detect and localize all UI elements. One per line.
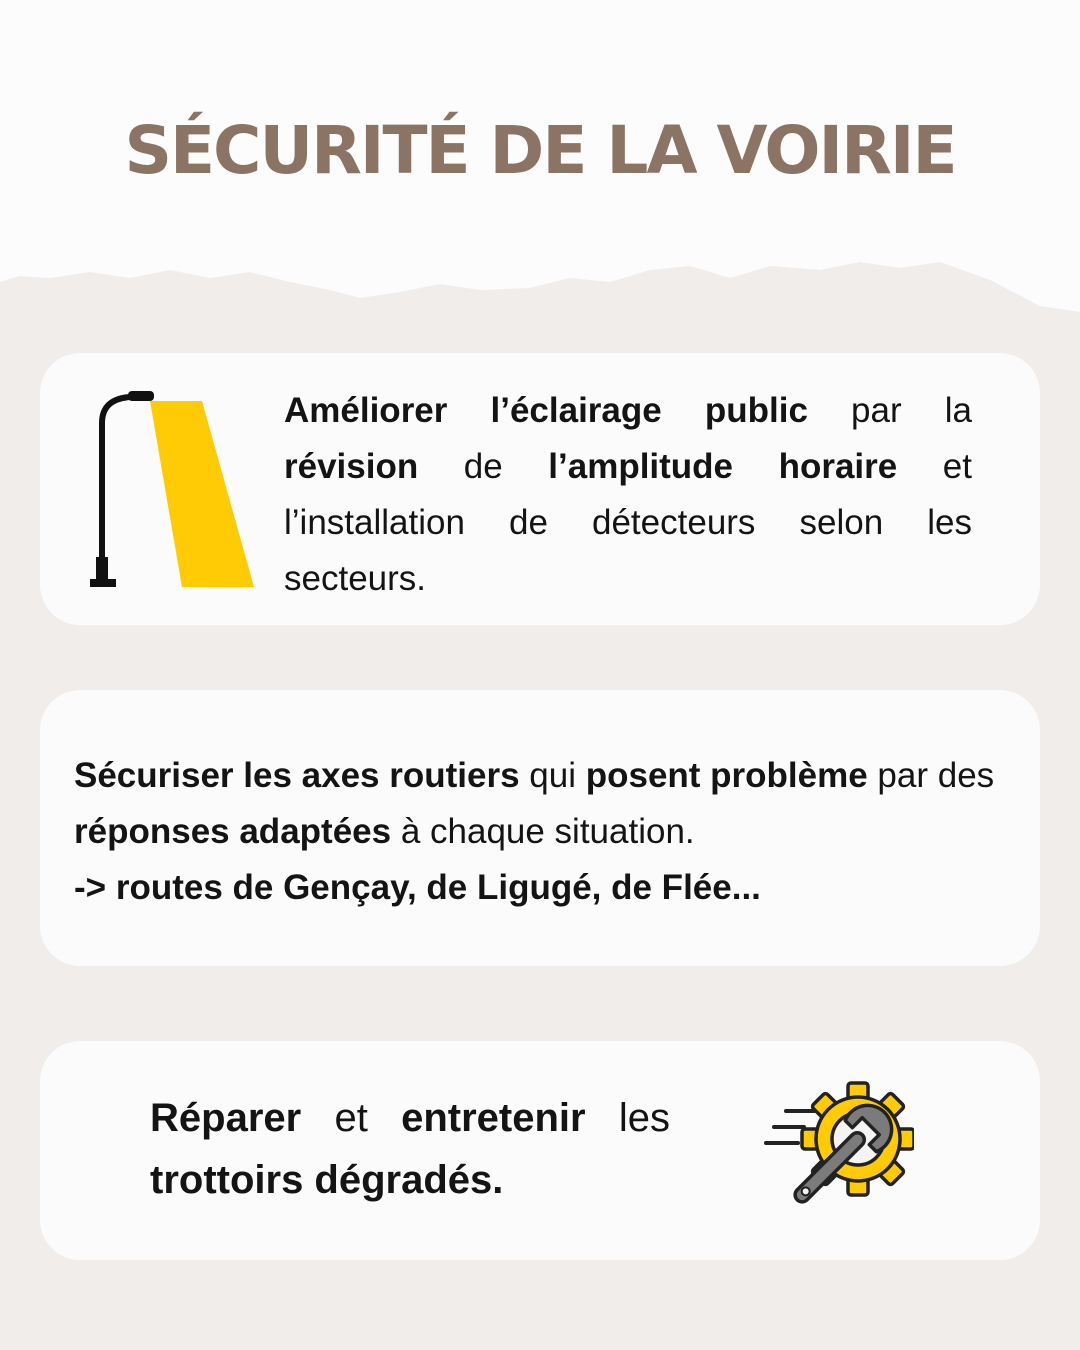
text-bold: l’amplitude horaire [548, 447, 898, 486]
card-2-text [74, 748, 1019, 916]
text-bold: trottoirs dégradés. [150, 1158, 504, 1202]
routes-list: -> routes de Gençay, de Ligugé, de Flée... [74, 868, 761, 907]
text-bold: réponses adaptées [74, 812, 392, 851]
text-bold: Réparer [150, 1096, 302, 1140]
text-bold: Sécuriser les axes routiers [74, 756, 520, 795]
card-sidewalks [40, 1041, 1040, 1260]
text-regular: et [301, 1096, 402, 1140]
text-regular: à chaque situation. [391, 812, 695, 851]
card-3-text [150, 1087, 670, 1211]
text-regular: les [585, 1096, 670, 1140]
text-regular: par des [867, 756, 995, 795]
text-bold: posent problème [585, 756, 868, 795]
street-lamp-icon [90, 391, 260, 591]
card-street-lighting [40, 353, 1040, 625]
text-bold: Améliorer l’éclairage public [284, 391, 808, 430]
text-regular: par la [807, 391, 972, 430]
wrench-gear-icon [762, 1081, 914, 1221]
text-regular: de [418, 447, 549, 486]
text-regular: qui [519, 756, 586, 795]
card-road-safety [40, 690, 1040, 966]
text-bold: révision [284, 447, 419, 486]
text-regular: et l’installation de détecteurs selon les secteurs. [284, 447, 972, 598]
page-title: SÉCURITÉ DE LA VOIRIE [124, 112, 956, 189]
text-bold: entretenir [401, 1096, 586, 1140]
card-1-text [284, 383, 972, 607]
